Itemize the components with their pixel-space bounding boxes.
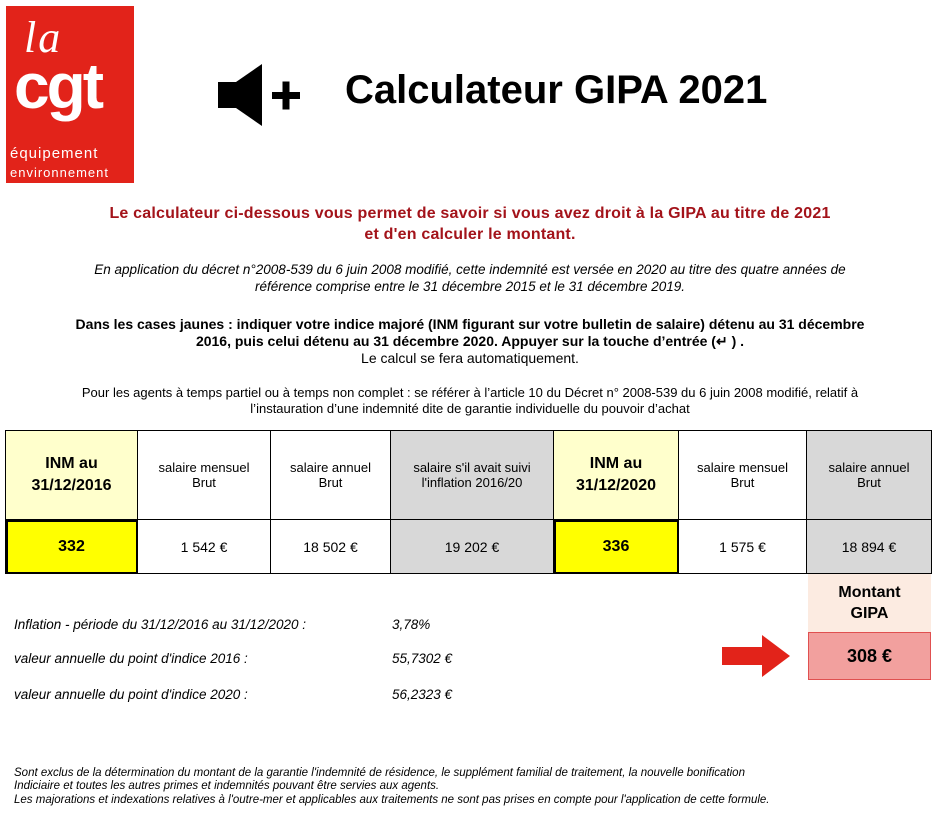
partial-note-line-1: Pour les agents à temps partiel ou à temps non complet : se référer à l’article 10 du Décret n° 2008-539 du 6 juin 2008 modifié, relatif à: [81, 385, 859, 400]
montant-gipa-label: Montant GIPA: [808, 574, 931, 632]
instructions-line-1: Dans les cases jaunes : indiquer votre indice majoré (INM figurant sur votre bulletin de salaire) détenu au 31 décembre: [75, 316, 865, 332]
red-arrow-right-icon: [720, 632, 792, 680]
logo-cgt-text: cgt: [14, 50, 101, 122]
intro-line-1: Le calculateur ci-dessous vous permet de savoir si vous avez droit à la GIPA au titre de 2021: [109, 205, 831, 222]
page-title: Calculateur GIPA 2021: [345, 68, 768, 112]
inm-2016-input[interactable]: 332: [6, 520, 138, 574]
montant-gipa-value: 308 €: [808, 632, 931, 680]
inflation-value: 3,78%: [392, 617, 431, 632]
footnote-line-2: Indiciaire et toutes les autres primes et indemnités pouvant être servies aux agents.: [14, 780, 440, 792]
inflation-salary-value: 19 202 €: [391, 520, 554, 574]
header-inm-2020: INM au 31/12/2020: [554, 431, 679, 520]
speaker-plus-icon[interactable]: [214, 60, 304, 130]
decree-note-line-1: En application du décret n°2008-539 du 6 juin 2008 modifié, cette indemnité est versée en 2020 au titre des quatre années de: [94, 262, 846, 277]
inm-2020-input[interactable]: 336: [554, 520, 679, 574]
header-annual-2016: salaire annuel Brut: [271, 431, 391, 520]
header-monthly-2016: salaire mensuel Brut: [138, 431, 271, 520]
logo-line2: environnement: [10, 165, 109, 180]
gipa-calc-table: [5, 430, 932, 574]
point-2020-value: 56,2323 €: [392, 687, 453, 702]
annual-2020-value: 18 894 €: [807, 520, 932, 574]
logo-la-text: la: [24, 13, 63, 62]
inflation-label: Inflation - période du 31/12/2016 au 31/12/2020 :: [14, 617, 306, 632]
monthly-2016-value: 1 542 €: [138, 520, 271, 574]
table-value-row: [6, 520, 932, 574]
footnote-line-3: Les majorations et indexations relatives à l'outre-mer et applicables aux traitements ne sont pas prises en compte pour l'application de cette formule.: [14, 794, 770, 806]
partial-note-line-2: l’instauration d’une indemnité dite de garantie individuelle du pouvoir d’achat: [250, 401, 690, 416]
annual-2016-value: 18 502 €: [271, 520, 391, 574]
header-monthly-2020: salaire mensuel Brut: [679, 431, 807, 520]
intro-line-2: et d'en calculer le montant.: [364, 226, 576, 243]
table-header-row: [6, 431, 932, 520]
footnote-line-1: Sont exclus de la détermination du montant de la garantie l'indemnité de résidence, le supplément familial de traitement, la nouvelle bonification: [14, 767, 745, 779]
header-annual-2020: salaire annuel Brut: [807, 431, 932, 520]
logo-line1: équipement: [10, 145, 99, 162]
header-inflation-salary: salaire s'il avait suivi l'inflation 2016/20: [391, 431, 554, 520]
point-2016-value: 55,7302 €: [392, 651, 453, 666]
point-2016-label: valeur annuelle du point d'indice 2016 :: [14, 651, 248, 666]
cgt-logo: [6, 6, 134, 183]
point-2020-label: valeur annuelle du point d'indice 2020 :: [14, 687, 248, 702]
instructions-line-2: 2016, puis celui détenu au 31 décembre 2020. Appuyer sur la touche d’entrée (↵ ) .: [195, 333, 745, 349]
decree-note-line-2: référence comprise entre le 31 décembre 2015 et le 31 décembre 2019.: [254, 279, 685, 294]
monthly-2020-value: 1 575 €: [679, 520, 807, 574]
instructions-line-3: Le calcul se fera automatiquement.: [361, 350, 579, 366]
header-inm-2016: INM au 31/12/2016: [6, 431, 138, 520]
